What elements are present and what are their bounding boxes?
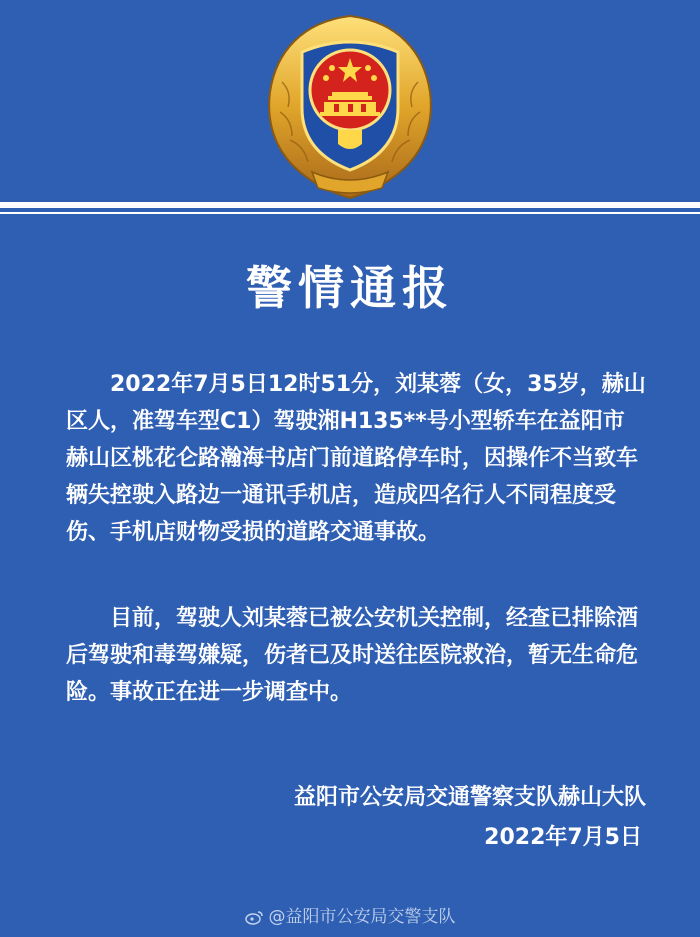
notice-title: 警情通报 (246, 261, 454, 315)
watermark (0, 902, 700, 927)
divider-thin (0, 212, 700, 214)
issue-date: 2022年7月5日 (484, 825, 642, 850)
divider-thick (0, 202, 700, 208)
watermark-text: @益阳市公安局交警支队 (268, 907, 456, 927)
issuing-authority: 益阳市公安局交通警察支队赫山大队 (293, 785, 646, 810)
notice-paragraph: 目前，驾驶人刘某蓉已被公安机关控制，经查已排除酒后驾驶和毒驾嫌疑，伤者已及时送往医院救治，暂无生命危险。事故正在进一步调查中。 (66, 606, 639, 705)
notice-paragraph: 2022年7月5日12时51分，刘某蓉（女，35岁，赫山区人，准驾车型C1）驾驶湘H135**号小型轿车在益阳市赫山区桃花仑路瀚海书店门前道路停车时，因操作不当致车辆失控驶入路边一通讯手机店，造成四名行人不同程度受伤、手机店财物受损的道路交通事故。 (66, 372, 646, 545)
signature-block (294, 778, 646, 858)
weibo-icon (245, 909, 265, 925)
police-emblem-icon (262, 12, 438, 200)
